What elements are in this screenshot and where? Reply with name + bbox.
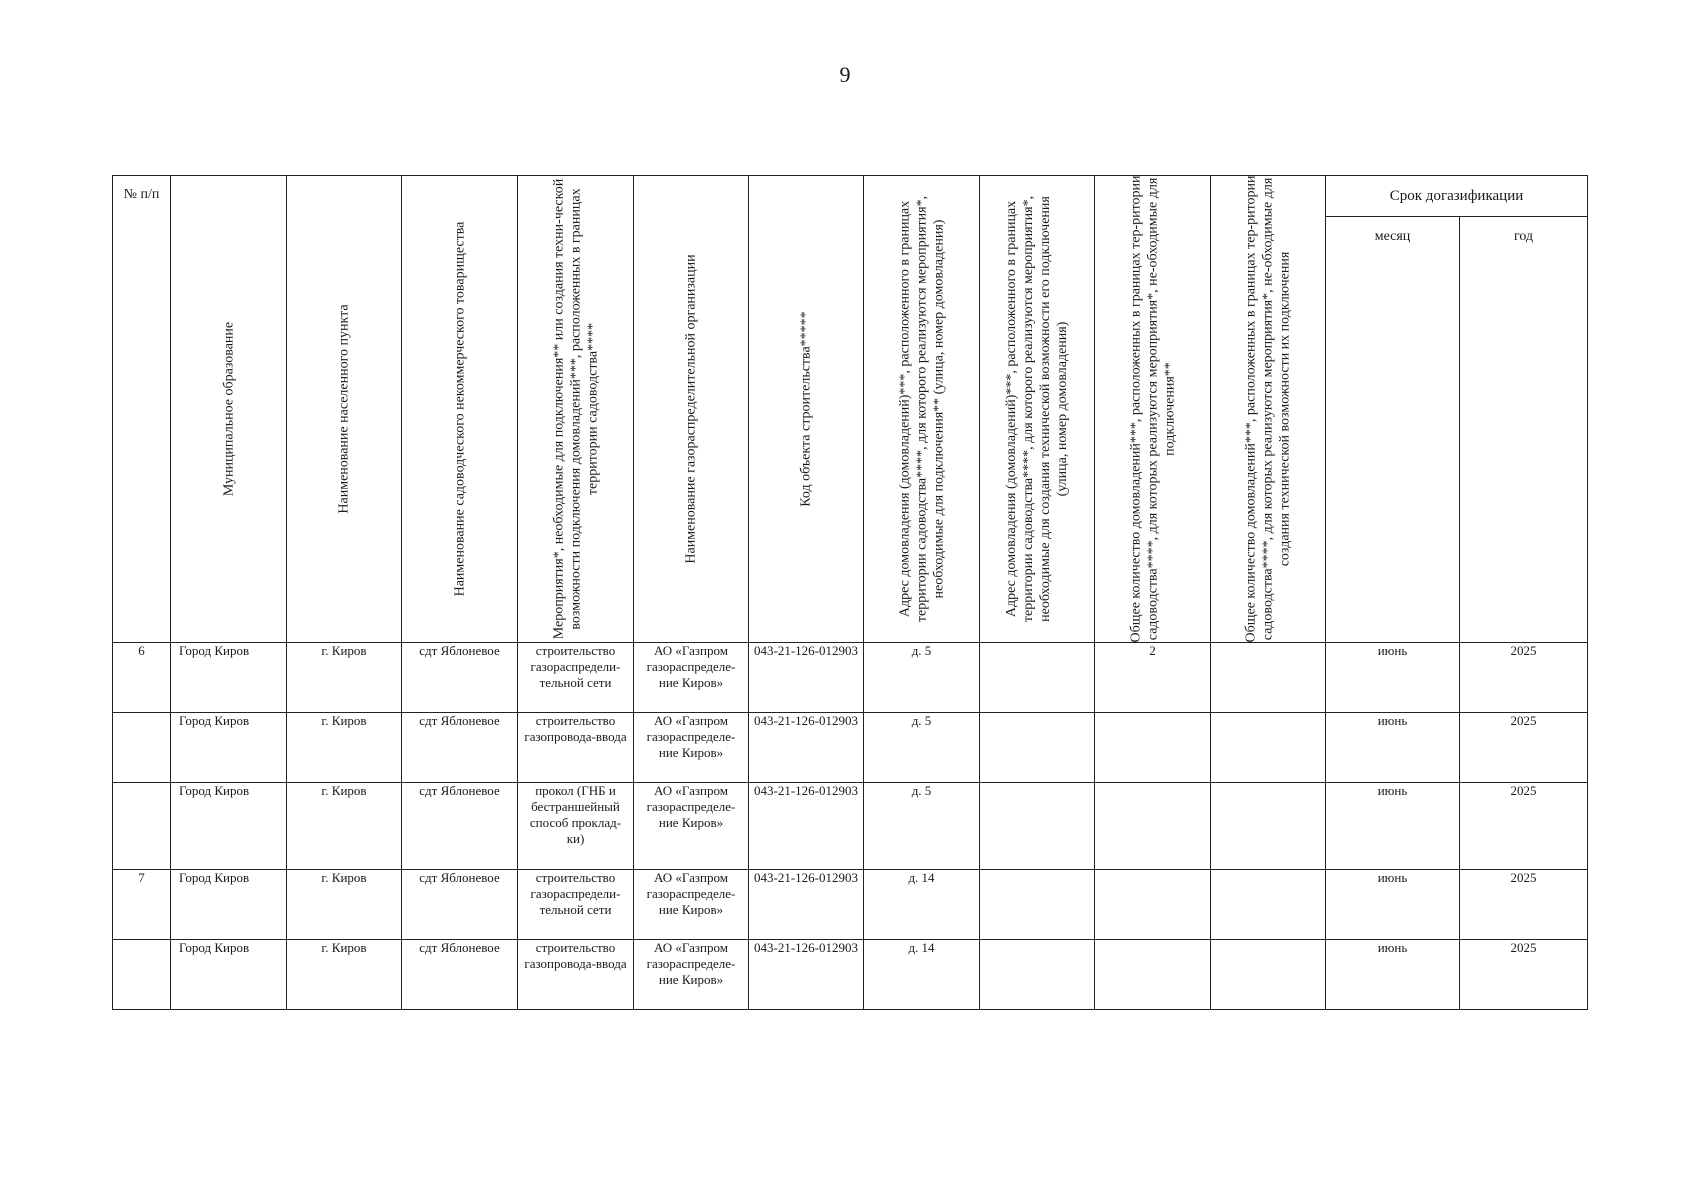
- cell-snt: сдт Яблоневое: [402, 940, 518, 1010]
- header-year: год: [1460, 217, 1588, 643]
- header-address-connect: [864, 176, 980, 643]
- header-address-tech-text: Адрес домовладения (домовладений)***, расположенного в границах территории садоводства****, для которого реализуются мероприятия*, необходимые для создания технической возможности его подключения (улица, номер домовладения): [1004, 195, 1070, 623]
- cell-code: 043-21-126-012903: [749, 713, 864, 783]
- header-municipality: [171, 176, 287, 643]
- cell-municipality: Город Киров: [171, 643, 287, 713]
- cell-measure: строительство газораспредели-тельной сети: [518, 870, 634, 940]
- table-row: [113, 870, 1588, 940]
- header-count-tech-text: Общее количество домовладений***, расположенных в границах тер-ритории садоводства****, для которых реализуются мероприятия*, не-обходимые для создания технической возможности их подключения: [1243, 175, 1293, 643]
- cell-municipality: Город Киров: [171, 713, 287, 783]
- cell-address-tech: [980, 870, 1095, 940]
- header-address-connect-text: Адрес домовладения (домовладений)***, расположенного в границах территории садоводства****, для которого реализуются мероприятия*, необходимые для подключения** (улица, номер домовладения): [897, 195, 946, 623]
- cell-settlement: г. Киров: [287, 870, 402, 940]
- cell-year: 2025: [1460, 783, 1588, 870]
- cell-settlement: г. Киров: [287, 940, 402, 1010]
- gasification-table: [112, 175, 1588, 1010]
- header-snt-name: [402, 176, 518, 643]
- cell-address-connect: д. 5: [864, 643, 980, 713]
- cell-count-tech: [1211, 713, 1326, 783]
- cell-count-connect: [1095, 783, 1211, 870]
- cell-num: [113, 783, 171, 870]
- cell-settlement: г. Киров: [287, 643, 402, 713]
- header-gdo-name-text: Наименование газораспределительной организации: [683, 254, 699, 564]
- cell-gdo: АО «Газпром газораспределе-ние Киров»: [634, 940, 749, 1010]
- cell-municipality: Город Киров: [171, 783, 287, 870]
- header-object-code-text: Код объекта строительства*****: [798, 311, 814, 507]
- header-gdo-name: [634, 176, 749, 643]
- cell-settlement: г. Киров: [287, 713, 402, 783]
- cell-measure: строительство газопровода-ввода: [518, 713, 634, 783]
- cell-address-tech: [980, 713, 1095, 783]
- header-count-connect-text: Общее количество домовладений***, расположенных в границах тер-ритории садоводства****, для которых реализуются мероприятия*, не-обходимые для подключения**: [1128, 175, 1177, 643]
- cell-municipality: Город Киров: [171, 940, 287, 1010]
- header-address-tech: [980, 176, 1095, 643]
- cell-address-tech: [980, 643, 1095, 713]
- cell-year: 2025: [1460, 870, 1588, 940]
- header-settlement: [287, 176, 402, 643]
- table-row: [113, 783, 1588, 870]
- table-row: [113, 713, 1588, 783]
- cell-count-connect: [1095, 713, 1211, 783]
- cell-gdo: АО «Газпром газораспределе-ние Киров»: [634, 643, 749, 713]
- header-deadline: Срок догазификации: [1326, 176, 1588, 217]
- header-num: № п/п: [113, 176, 171, 643]
- cell-gdo: АО «Газпром газораспределе-ние Киров»: [634, 783, 749, 870]
- cell-gdo: АО «Газпром газораспределе-ние Киров»: [634, 870, 749, 940]
- cell-count-tech: [1211, 940, 1326, 1010]
- cell-count-tech: [1211, 870, 1326, 940]
- cell-measure: прокол (ГНБ и бестраншейный способ проклад-ки): [518, 783, 634, 870]
- header-count-tech: [1211, 176, 1326, 643]
- cell-address-tech: [980, 940, 1095, 1010]
- cell-month: июнь: [1326, 940, 1460, 1010]
- cell-measure: строительство газораспредели-тельной сети: [518, 643, 634, 713]
- header-snt-name-text: Наименование садоводческого некоммерческого товарищества: [452, 221, 467, 597]
- cell-address-connect: д. 5: [864, 713, 980, 783]
- cell-month: июнь: [1326, 713, 1460, 783]
- cell-snt: сдт Яблоневое: [402, 870, 518, 940]
- cell-code: 043-21-126-012903: [749, 783, 864, 870]
- cell-month: июнь: [1326, 643, 1460, 713]
- cell-address-connect: д. 14: [864, 940, 980, 1010]
- header-count-connect: [1095, 176, 1211, 643]
- cell-count-connect: 2: [1095, 643, 1211, 713]
- header-measures-text: Мероприятия*, необходимые для подключения** или создания техни-ческой возможности подключения домовладений***, расположенных в границах территории садоводства****: [551, 178, 600, 640]
- cell-code: 043-21-126-012903: [749, 940, 864, 1010]
- table-row: [113, 643, 1588, 713]
- cell-num: [113, 713, 171, 783]
- cell-month: июнь: [1326, 783, 1460, 870]
- cell-municipality: Город Киров: [171, 870, 287, 940]
- cell-address-connect: д. 14: [864, 870, 980, 940]
- header-municipality-text: Муниципальное образование: [221, 321, 236, 497]
- cell-count-connect: [1095, 940, 1211, 1010]
- cell-num: 6: [113, 643, 171, 713]
- cell-num: [113, 940, 171, 1010]
- cell-count-connect: [1095, 870, 1211, 940]
- cell-settlement: г. Киров: [287, 783, 402, 870]
- cell-address-tech: [980, 783, 1095, 870]
- cell-year: 2025: [1460, 940, 1588, 1010]
- cell-measure: строительство газопровода-ввода: [518, 940, 634, 1010]
- cell-gdo: АО «Газпром газораспределе-ние Киров»: [634, 713, 749, 783]
- cell-count-tech: [1211, 783, 1326, 870]
- cell-address-connect: д. 5: [864, 783, 980, 870]
- cell-count-tech: [1211, 643, 1326, 713]
- header-month: месяц: [1326, 217, 1460, 643]
- cell-snt: сдт Яблоневое: [402, 713, 518, 783]
- cell-snt: сдт Яблоневое: [402, 783, 518, 870]
- page-number: 9: [839, 62, 851, 87]
- cell-year: 2025: [1460, 713, 1588, 783]
- cell-code: 043-21-126-012903: [749, 643, 864, 713]
- cell-month: июнь: [1326, 870, 1460, 940]
- header-settlement-text: Наименование населенного пункта: [336, 304, 352, 514]
- table-row: [113, 940, 1588, 1010]
- cell-year: 2025: [1460, 643, 1588, 713]
- cell-snt: сдт Яблоневое: [402, 643, 518, 713]
- header-measures: [518, 176, 634, 643]
- header-object-code: [749, 176, 864, 643]
- cell-num: 7: [113, 870, 171, 940]
- cell-code: 043-21-126-012903: [749, 870, 864, 940]
